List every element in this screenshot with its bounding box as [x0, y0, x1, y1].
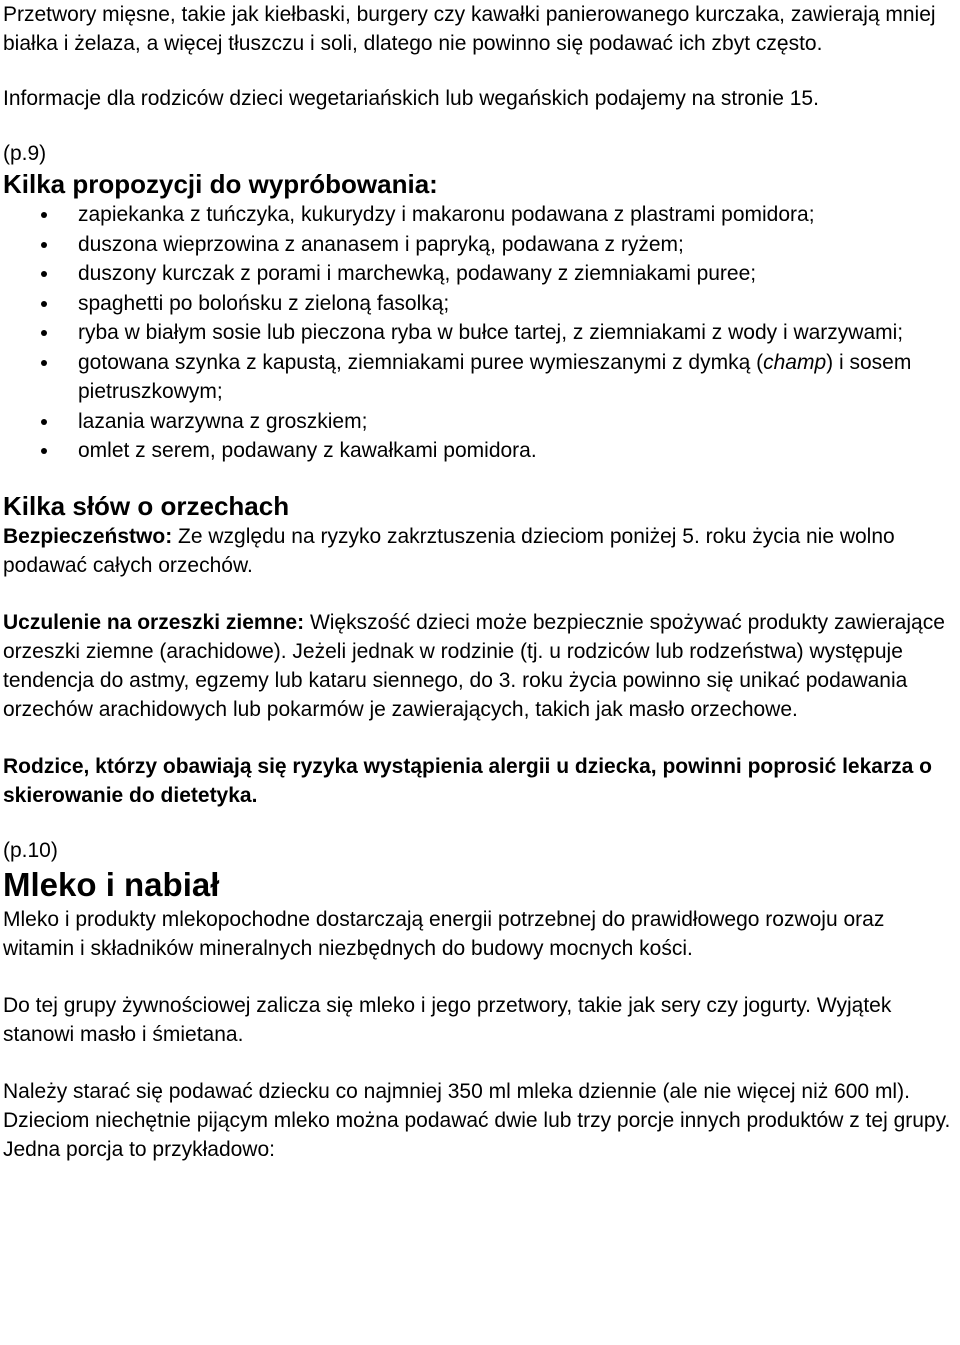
heading-meal-suggestions: Kilka propozycji do wypróbowania:	[3, 169, 438, 199]
safety-label: Bezpieczeństwo:	[3, 524, 173, 548]
meal-suggestions-list	[3, 200, 953, 466]
paragraph-milk-amount: Należy starać się podawać dziecku co najmniej 350 ml mleka dziennie (ale nie więcej niż 600 ml). Dzieciom niechętnie pijącym mleko można podawać dwie lub trzy porcje innych produktów z tej grupy. Jedna porcja to przykładowo:	[3, 1079, 951, 1161]
paragraph-nut-safety	[3, 522, 953, 580]
paragraph-dairy-benefits: Mleko i produkty mlekopochodne dostarczają energii potrzebnej do prawidłowego rozwoju oraz witamin i składników mineralnych niezbędnych do budowy mocnych kości.	[3, 907, 885, 960]
list-item: spaghetti po bolońsku z zieloną fasolką;	[3, 289, 953, 319]
list-item: duszony kurczak z porami i marchewką, podawany z ziemniakami puree;	[3, 259, 953, 289]
list-item: ryba w białym sosie lub pieczona ryba w bułce tartej, z ziemniakami z wody i warzywami;	[3, 318, 953, 348]
list-item-champ	[3, 348, 953, 407]
list-item: omlet z serem, podawany z kawałkami pomidora.	[3, 436, 953, 466]
safety-text: Ze względu na ryzyko zakrztuszenia dzieciom poniżej 5. roku życia nie wolno podawać całych orzechów.	[3, 524, 895, 577]
list-item-text: gotowana szynka z kapustą, ziemniakami puree wymieszanymi z dymką (	[78, 350, 764, 374]
allergy-label: Uczulenie na orzeszki ziemne:	[3, 610, 305, 634]
paragraph-dietitian-advice: Rodzice, którzy obawiają się ryzyka wystąpienia alergii u dziecka, powinni poprosić lekarza o skierowanie do dietetyka.	[3, 754, 932, 807]
intro-paragraph-processed-meat: Przetwory mięsne, takie jak kiełbaski, burgery czy kawałki panierowanego kurczaka, zawierają mniej białka i żelaza, a więcej tłuszczu i soli, dlatego nie powinno się podawać ich zbyt często.	[3, 3, 936, 55]
list-item-text: ) i sosem pietruszkowym;	[78, 350, 912, 403]
paragraph-dairy-group: Do tej grupy żywnościowej zalicza się mleko i jego przetwory, takie jak sery czy jogurty. Wyjątek stanowi masło i śmietana.	[3, 993, 892, 1046]
page-reference-p9: (p.9)	[3, 142, 47, 165]
intro-paragraph-vegetarian-info: Informacje dla rodziców dzieci wegetariańskich lub wegańskich podajemy na stronie 15.	[3, 87, 819, 110]
heading-nuts: Kilka słów o orzechach	[3, 490, 290, 521]
list-item: duszona wieprzowina z ananasem i papryką, podawana z ryżem;	[3, 230, 953, 260]
document-page	[3, 0, 953, 1164]
list-item: zapiekanka z tuńczyka, kukurydzy i makaronu podawana z plastrami pomidora;	[3, 200, 953, 230]
list-item: lazania warzywna z groszkiem;	[3, 407, 953, 437]
allergy-text: Większość dzieci może bezpiecznie spożywać produkty zawierające orzeszki ziemne (arachidowe). Jeżeli jednak w rodzinie (tj. u rodziców lub rodzeństwa) występuje tendencja do astmy, egzemy lub kataru siennego, do 3. roku życia powinno się unikać podawania orzechów arachidowych lub pokarmów je zawierających, takich jak masło orzechowe.	[3, 610, 945, 721]
heading-milk-dairy: Mleko i nabiał	[3, 865, 220, 903]
list-item-italic-term: champ	[763, 350, 827, 374]
paragraph-peanut-allergy	[3, 608, 953, 724]
page-reference-p10: (p.10)	[3, 838, 58, 862]
